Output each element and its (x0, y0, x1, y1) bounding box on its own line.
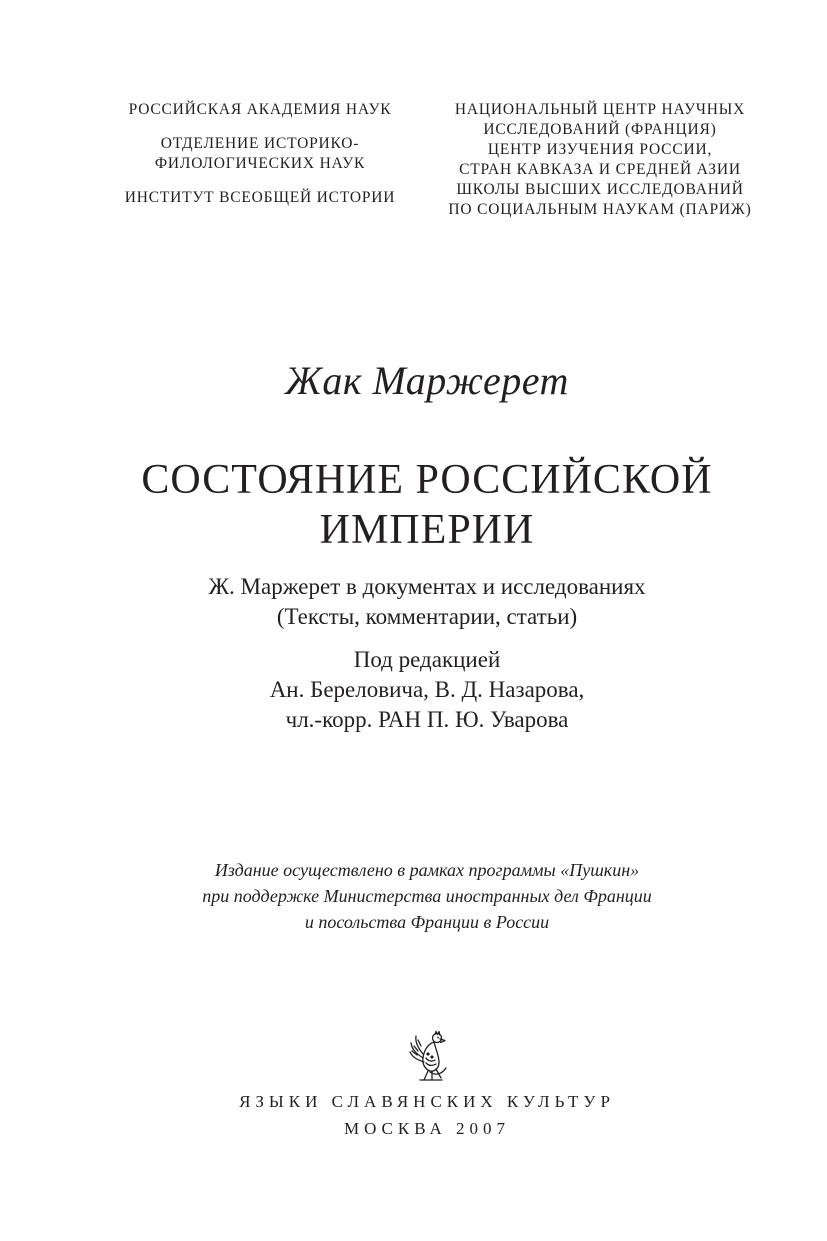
institution-institute (100, 188, 420, 208)
institutions-left (100, 100, 420, 222)
publisher-name: ЯЗЫКИ СЛАВЯНСКИХ КУЛЬТУР (239, 1092, 615, 1111)
institution-department (100, 134, 420, 174)
editors-line: Ан. Береловича, В. Д. Назарова, (269, 677, 585, 702)
institution-line: ПО СОЦИАЛЬНЫМ НАУКАМ (ПАРИЖ) (448, 201, 752, 218)
sirin-bird-icon (406, 1030, 450, 1082)
subtitle-line: Ж. Маржерет в документах и исследованиях (208, 574, 646, 599)
book-title (0, 455, 827, 555)
institution-ras (100, 100, 420, 120)
support-line: и посольства Франции в России (304, 912, 550, 932)
institution-line: ОТДЕЛЕНИЕ ИСТОРИКО- (160, 135, 360, 152)
support-line: при поддержке Министерства иностранных дел Франции (202, 886, 652, 906)
author-name: Жак Маржерет (285, 358, 569, 403)
institutions-right (425, 100, 775, 220)
title-line: СОСТОЯНИЕ РОССИЙСКОЙ (141, 457, 713, 503)
institution-line: ИССЛЕДОВАНИЙ (ФРАНЦИЯ) (483, 121, 717, 138)
editors-credit (0, 645, 827, 735)
institution-line: ФИЛОЛОГИЧЕСКИХ НАУК (154, 155, 366, 172)
institution-line: ШКОЛЫ ВЫСШИХ ИССЛЕДОВАНИЙ (456, 181, 744, 198)
support-note (0, 857, 827, 935)
institution-line: ЦЕНТР ИЗУЧЕНИЯ РОССИИ, (487, 141, 713, 158)
editors-line: Под редакцией (353, 647, 501, 672)
institution-line: СТРАН КАВКАЗА И СРЕДНЕЙ АЗИИ (459, 161, 741, 178)
institution-cnrs-ehess (425, 100, 775, 220)
institution-line: ИНСТИТУТ ВСЕОБЩЕЙ ИСТОРИИ (124, 189, 396, 206)
support-line: Издание осуществлено в рамках программы «Пушкин» (214, 860, 640, 880)
institution-line: РОССИЙСКАЯ АКАДЕМИЯ НАУК (128, 101, 392, 118)
title-line: ИМПЕРИИ (319, 507, 535, 553)
subtitle-line: (Тексты, комментарии, статьи) (276, 604, 578, 629)
imprint-place-year: МОСКВА 2007 (343, 1119, 511, 1138)
book-subtitle (0, 572, 827, 632)
editors-line: чл.-корр. РАН П. Ю. Уварова (285, 707, 569, 732)
institution-line: НАЦИОНАЛЬНЫЙ ЦЕНТР НАУЧНЫХ (454, 101, 746, 118)
